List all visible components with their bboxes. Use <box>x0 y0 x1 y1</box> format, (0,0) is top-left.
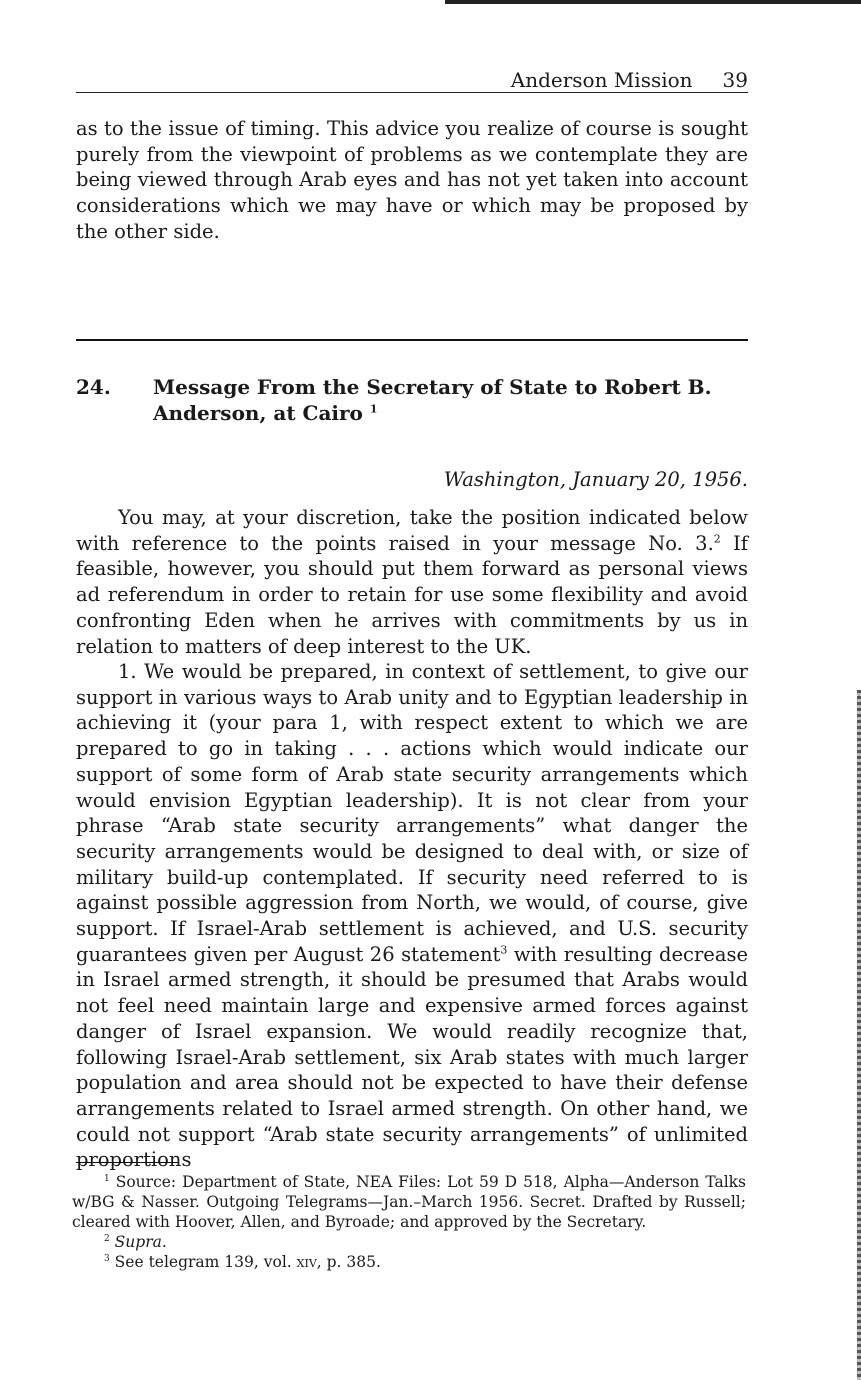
dateline: Washington, January 20, 1956. <box>443 468 748 491</box>
running-title: Anderson Mission <box>510 68 693 92</box>
title-footnote-ref: 1 <box>369 402 378 416</box>
body-paragraph-1 <box>76 505 748 659</box>
p2-text-b: with resulting decrease in Israel armed strength, it should be presumed that Arabs would not feel need maintain large and expensive armed forces against danger of Israel expansion. We would readily recognize that, following Israel-Arab settlement, six Arab states with much larger population and area should not be expected to have their defense arrangements related to Israel armed strength. On other hand, we could not support “Arab state security arrangements” of unlimited proportions <box>76 942 748 1172</box>
footnote-marker: 1 <box>104 1173 110 1184</box>
footnote-text: Source: Department of State, NEA Files: Lot 59 D 518, Alpha—Anderson Talks w/BG & Nasser. Outgoing Telegrams—Jan.–March 1956. Secret. Drafted by Russell; cleared with Hoover, Allen, and Byroade; and approved by the Secretary. <box>72 1173 746 1231</box>
p2-text-a: 1. We would be prepared, in context of settlement, to give our support in various ways to Arab unity and to Egyptian leadership in achieving it (your para 1, with respect extent to which we are prepared to go in taking . . . actions which would indicate our support of some form of Arab state security arrangements which would envision Egyptian leadership). It is not clear from your phrase “Arab state security arrangements” what danger the security arrangements would be designed to deal with, or size of military build-up contemplated. If security need referred to is against possible aggression from North, we would, of course, give support. If Israel-Arab settlement is achieved, and U.S. security guarantees given per August 26 statement <box>76 660 748 966</box>
continuation-paragraph: as to the issue of timing. This advice you realize of course is sought purely from the viewpoint of problems as we contemplate they are being viewed through Arab eyes and has not yet taken into account considerations which we may have or which may be proposed by the other side. <box>76 117 748 243</box>
p2-footnote-ref: 3 <box>500 943 508 957</box>
running-header <box>76 66 748 93</box>
document-title <box>153 374 713 426</box>
footnote-divider <box>76 1162 178 1163</box>
footnote-text: Supra. <box>114 1233 167 1251</box>
page-binding-edge <box>857 690 861 1380</box>
footnote-marker: 3 <box>104 1253 110 1264</box>
p1-footnote-ref: 2 <box>713 532 721 546</box>
footnote-marker: 2 <box>104 1233 110 1244</box>
page-top-edge <box>445 0 861 4</box>
document-title-text: Message From the Secretary of State to Robert B. Anderson, at Cairo <box>153 375 712 425</box>
body-paragraph-2 <box>76 659 748 1173</box>
footnote-text-end: , p. 385. <box>316 1253 381 1271</box>
footnote-3 <box>72 1252 746 1272</box>
footnote-2 <box>72 1232 746 1252</box>
footnote-volume: xiv <box>296 1253 317 1271</box>
page-number: 39 <box>722 68 748 92</box>
footnote-1 <box>72 1172 746 1232</box>
footnote-text: See telegram 139, vol. <box>114 1253 297 1271</box>
section-divider <box>76 339 748 341</box>
p1-text-a: You may, at your discretion, take the position indicated below with reference to the points raised in your message No. 3. <box>76 506 748 555</box>
footnotes <box>72 1172 746 1272</box>
p1-text-b: If feasible, however, you should put them forward as personal views ad referendum in order to retain for use some flexibility and avoid confronting Eden when he arrives with commitments by us in relation to matters of deep interest to the UK. <box>76 531 748 658</box>
document-number: 24. <box>76 375 111 399</box>
